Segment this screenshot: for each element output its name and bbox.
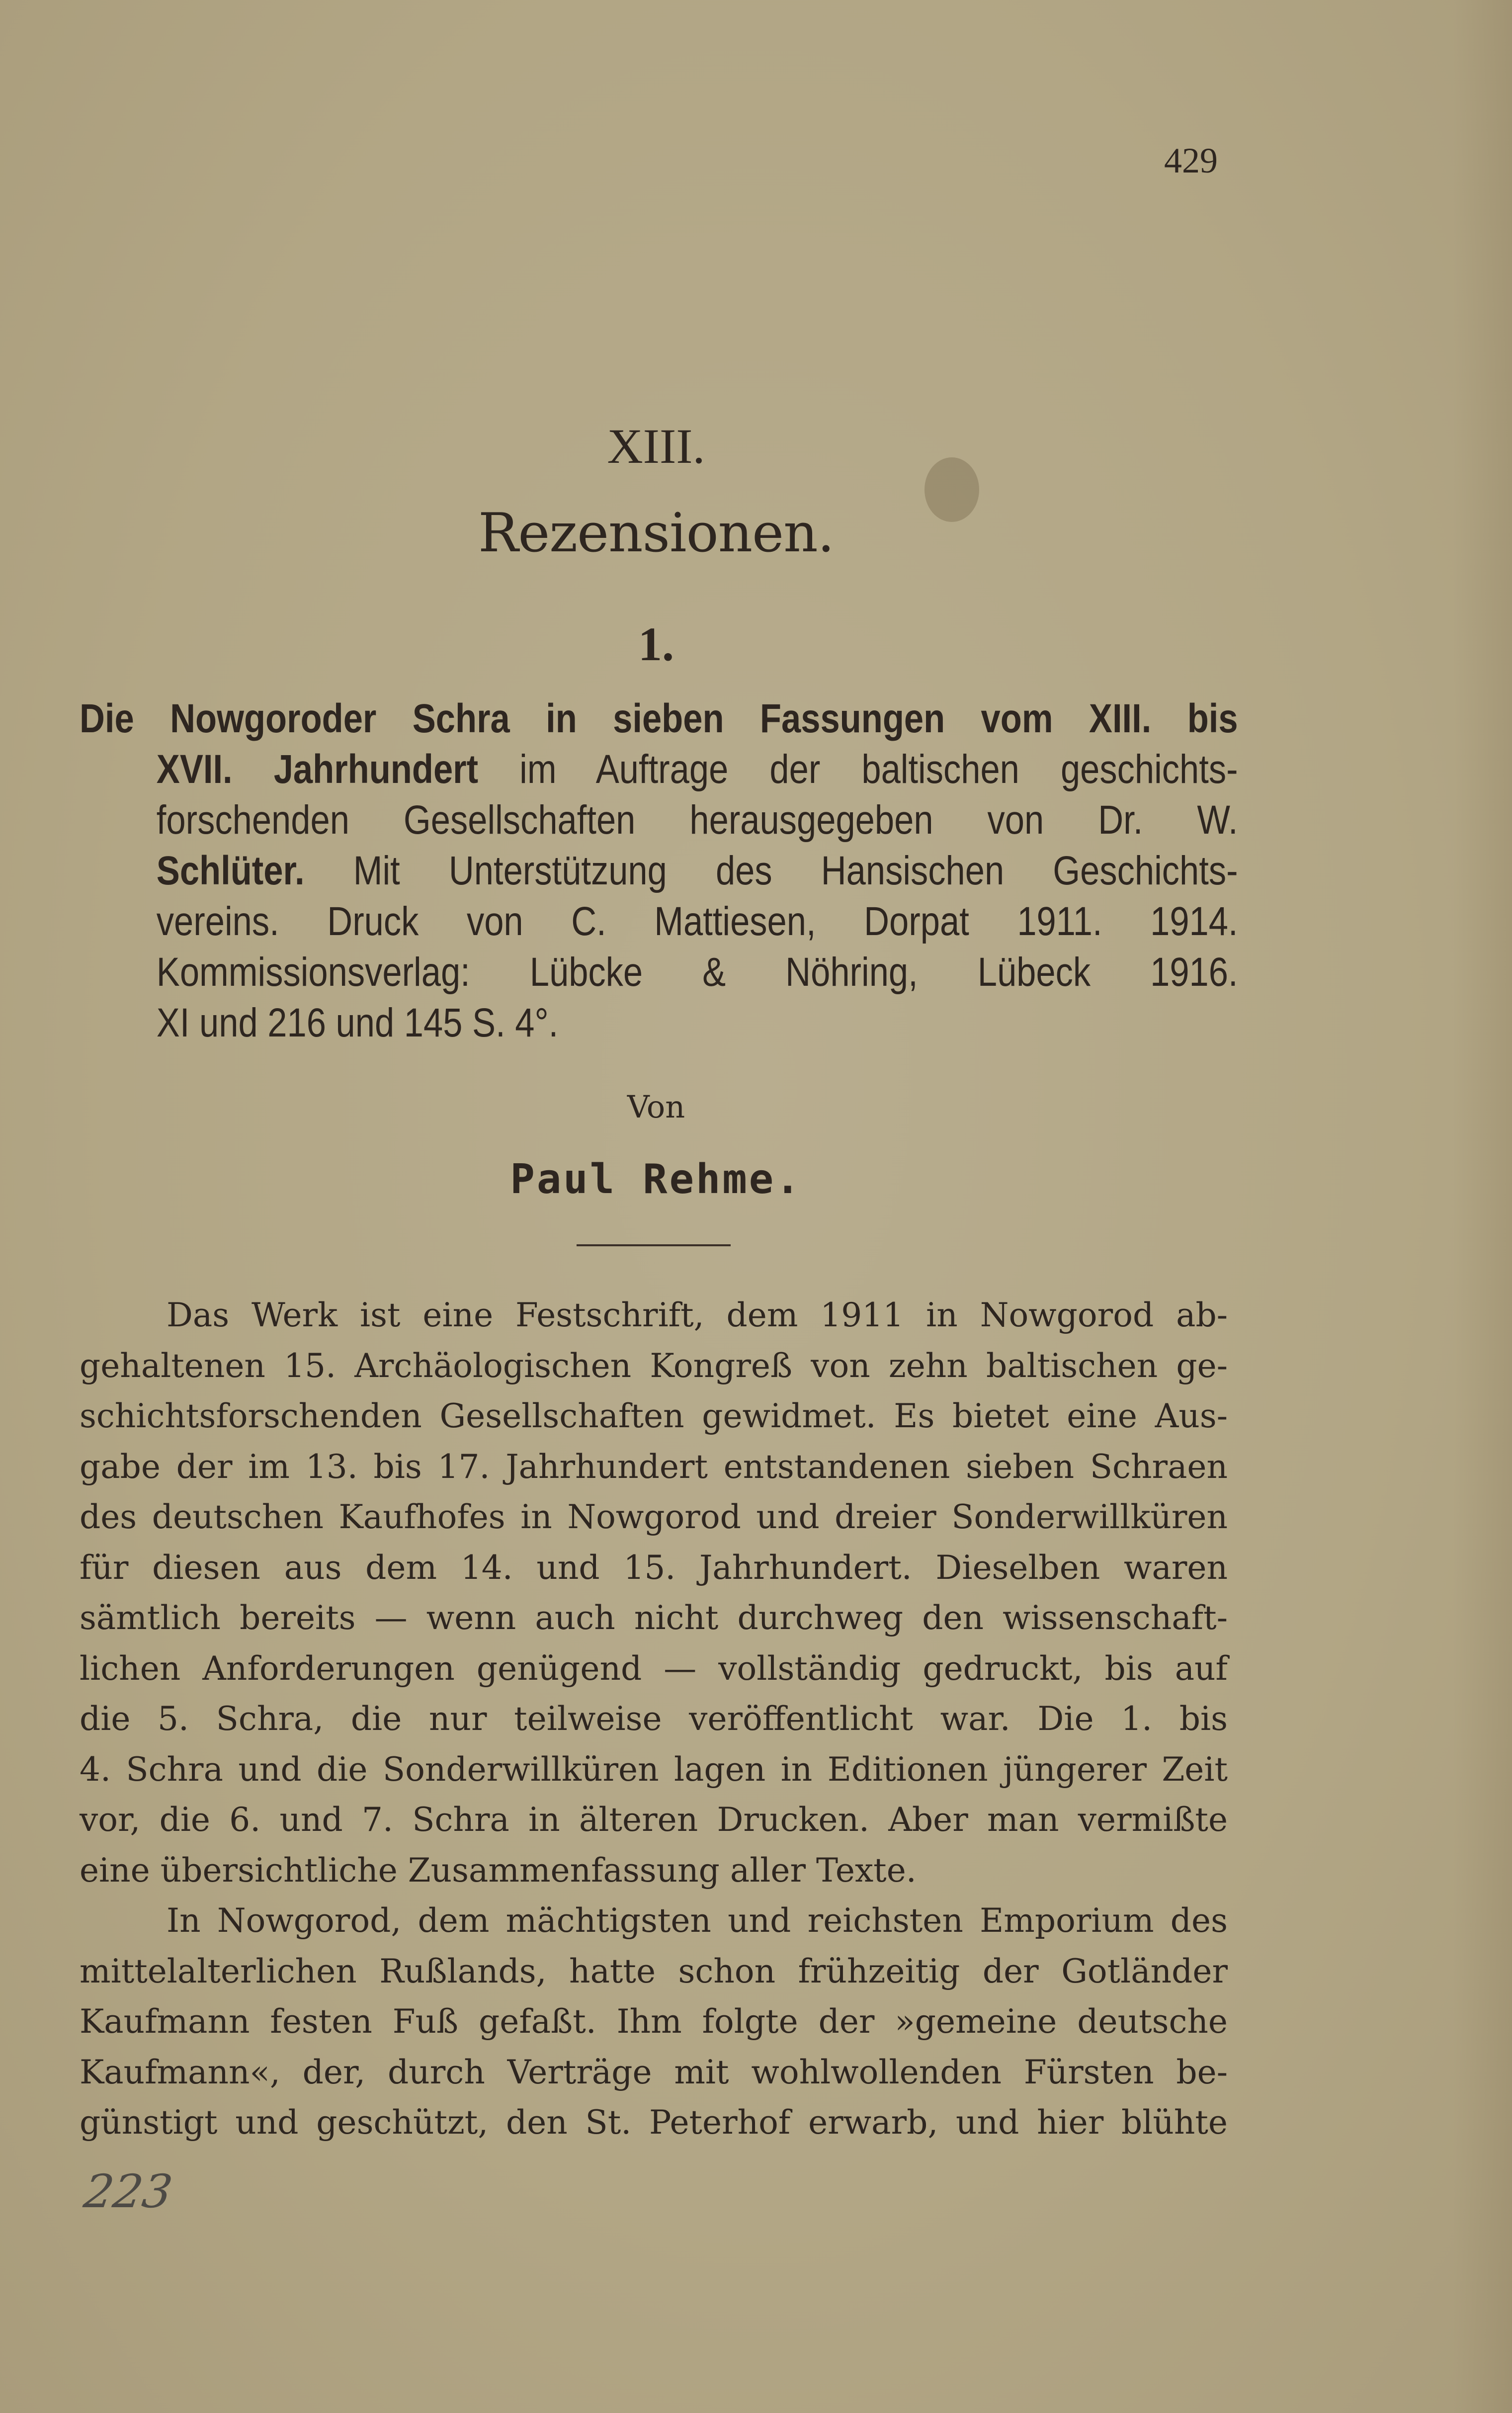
citation-line	[80, 744, 1238, 795]
text-line: günstigt und geschützt, den St. Peterhof erwarb, und hier blühte	[80, 2103, 1228, 2142]
citation-line	[80, 846, 1238, 896]
text-line: gehaltenen 15. Archäologischen Kongreß von zehn baltischen ge-	[80, 1346, 1228, 1385]
text-line: vor, die 6. und 7. Schra in älteren Drucken. Aber man vermißte	[80, 1801, 1228, 1839]
byline-von: Von	[627, 1089, 685, 1125]
citation-line	[80, 896, 1238, 947]
text-line: sämtlich bereits — wenn auch nicht durchweg den wissenschaft-	[80, 1599, 1228, 1637]
text-line: mittelalterlichen Rußlands, hatte schon frühzeitig der Gotländer	[80, 1952, 1228, 1990]
text-line: die 5. Schra, die nur teilweise veröffentlicht war. Die 1. bis	[80, 1700, 1228, 1738]
citation-line	[80, 795, 1238, 846]
review-number: 1.	[638, 617, 674, 671]
citation-editor-bold: Schlüter.	[156, 848, 305, 893]
text-line: In Nowgorod, dem mächtigsten und reichsten Emporium des	[167, 1901, 1228, 1940]
bibliographic-citation	[80, 693, 1238, 1048]
citation-text: forschenden Gesellschaften herausgegeben von Dr. W.	[156, 797, 1238, 843]
page-number: 429	[1164, 141, 1218, 180]
page-edge-shadow	[1452, 0, 1512, 2413]
paragraph	[80, 1896, 1228, 2148]
citation-line	[80, 693, 1238, 744]
citation-title-bold: Die Nowgoroder Schra in sieben Fassungen vom XIII. bis	[80, 696, 1238, 741]
paragraph	[80, 1290, 1228, 1896]
chapter-number: XIII.	[607, 419, 705, 474]
citation-text: vereins. Druck von C. Mattiesen, Dorpat 1911. 1914.	[156, 899, 1238, 944]
text-line: Kaufmann festen Fuß gefaßt. Ihm folgte der »gemeine deutsche	[80, 2002, 1228, 2041]
citation-line	[80, 947, 1238, 998]
text-line: des deutschen Kaufhofes in Nowgorod und dreier Sonderwillküren	[80, 1498, 1228, 1536]
text-line: gabe der im 13. bis 17. Jahrhundert entstandenen sieben Schraen	[80, 1447, 1228, 1486]
citation-line	[80, 998, 1238, 1048]
section-title: Rezensionen.	[478, 502, 834, 564]
text-line: eine übersichtliche Zusammenfassung aller Texte.	[80, 1851, 917, 1890]
citation-text: im Auftrage der baltischen geschichts-	[478, 747, 1238, 792]
text-line: Kaufmann«, der, durch Verträge mit wohlwollenden Fürsten be-	[80, 2053, 1228, 2091]
author-name: Paul Rehme.	[510, 1156, 802, 1203]
citation-title-bold: XVII. Jahrhundert	[156, 747, 479, 792]
citation-text: Mit Unterstützung des Hansischen Geschichts-	[304, 848, 1238, 893]
text-line: Das Werk ist eine Festschrift, dem 1911 in Nowgorod ab-	[167, 1296, 1228, 1334]
citation-text: Kommissionsverlag: Lübcke & Nöhring, Lübeck 1916.	[156, 949, 1238, 995]
citation-text: XI und 216 und 145 S. 4°.	[156, 1000, 559, 1045]
text-line: lichen Anforderungen genügend — vollständig gedruckt, bis auf	[80, 1649, 1228, 1688]
handwritten-annotation: 223	[81, 2165, 176, 2218]
divider-rule	[577, 1244, 731, 1246]
body-text	[80, 1290, 1228, 2148]
text-line: für diesen aus dem 14. und 15. Jahrhundert. Dieselben waren	[80, 1548, 1228, 1587]
text-line: schichtsforschenden Gesellschaften gewidmet. Es bietet eine Aus-	[80, 1397, 1228, 1435]
text-line: 4. Schra und die Sonderwillküren lagen in Editionen jüngerer Zeit	[80, 1750, 1228, 1789]
